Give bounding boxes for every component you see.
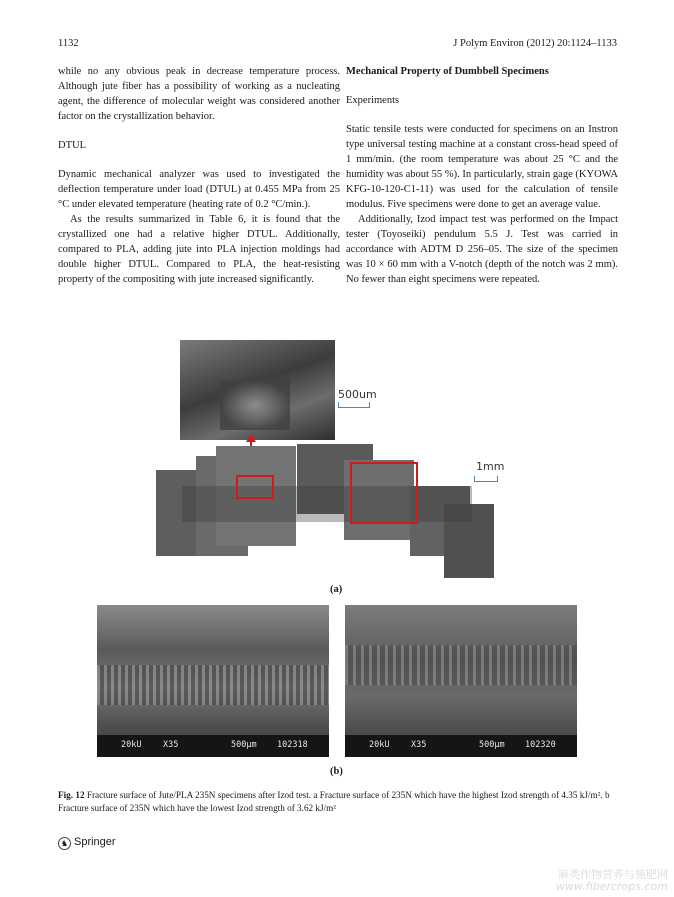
subsection-heading-experiments: Experiments [346, 95, 400, 106]
figure-label-b: (b) [330, 766, 343, 777]
paragraph: Additionally, Izod impact test was performed on the Impact tester (Toyoseiki) pendulum 5.5 J. Test was carried in accordance with ADTM D 256–05. The size of the specimen was 10 × 60 mm with a V-notch (depth of the notch was 2 mm). No fewer than eight specimens were repeated. [346, 214, 618, 285]
paragraph: Dynamic mechanical analyzer was used to investigated the deflection temperature under load (DTUL) at 0.455 MPa from 25 °C under elevated temperature (heating rate of 0.2 °C/min.). [58, 169, 340, 210]
fracture-band [182, 486, 472, 522]
sem-scale: 500μm [479, 740, 505, 750]
sem-voltage: 20kU [369, 740, 390, 750]
section-heading-mechanical: Mechanical Property of Dumbbell Specimens [346, 66, 549, 77]
sem-info-bar [97, 735, 329, 757]
paragraph: Static tensile tests were conducted for specimens on an Instron type universal testing machine at a constant cross-head speed of 1 mm/min. (the room temperature was about 25 °C and the humidity was about 55 %). In particularly, strain gage (KYOWA KFG-10-120-C1-11) was used for the calculation of tensile modulus. Five specimens were done to get an average value. [346, 124, 618, 210]
sem-magnification: X35 [163, 740, 179, 750]
scale-bar-1mm [474, 476, 498, 482]
springer-logo-icon: ♞ [58, 837, 71, 850]
watermark-url: www.fibercrops.com [555, 880, 668, 893]
paragraph: As the results summarized in Table 6, it is found that the crystallized one had a relative higher DTUL. Additionally, compared to PLA, adding jute into PLA injection moldings had double higher DTUL. Compared to PLA, the heat-resisting property of the compositing with jute increased significantly. [58, 214, 340, 285]
running-header: J Polym Environ (2012) 20:1124–1133 [453, 38, 617, 49]
section-heading-dtul: DTUL [58, 140, 86, 151]
scale-bar-500um [338, 402, 370, 408]
sem-image-id: 102318 [277, 740, 308, 750]
sem-info-bar [345, 735, 577, 757]
sem-image-highest [97, 605, 329, 757]
sem-image-lowest [345, 605, 577, 757]
caption-text: Fracture surface of Jute/PLA 235N specimens after Izod test. a Fracture surface of 235N which have the highest Izod strength of 4.35 kJ/m². b Fracture surface of 235N which have the lowest Izod strength of 3.62 kJ/m² [58, 790, 610, 813]
watermark-cn: 麻类作物营养与施肥网 [558, 868, 668, 881]
sem-image-id: 102320 [525, 740, 556, 750]
page-number: 1132 [58, 38, 79, 49]
scale-label-1mm: 1mm [476, 460, 505, 473]
sem-inset-image [180, 340, 335, 440]
highlight-box-small [236, 475, 274, 499]
right-column [346, 64, 618, 287]
publisher-name: Springer [74, 836, 116, 848]
figure-caption [58, 789, 618, 814]
figure-label-a: (a) [330, 584, 343, 595]
caption-label: Fig. 12 [58, 790, 85, 800]
left-column [58, 64, 340, 287]
scale-label-500um: 500um [338, 388, 377, 401]
sem-voltage: 20kU [121, 740, 142, 750]
figure-a [152, 336, 505, 582]
sem-magnification: X35 [411, 740, 427, 750]
arrow-head-icon [246, 434, 256, 442]
paragraph: while no any obvious peak in decrease temperature process. Although jute fiber has a possibility of working as a nucleating agent, the difference of molecular weight was considered another factor on the crystallization behavior. [58, 66, 340, 122]
sem-scale: 500μm [231, 740, 257, 750]
highlight-box-large [350, 462, 418, 524]
